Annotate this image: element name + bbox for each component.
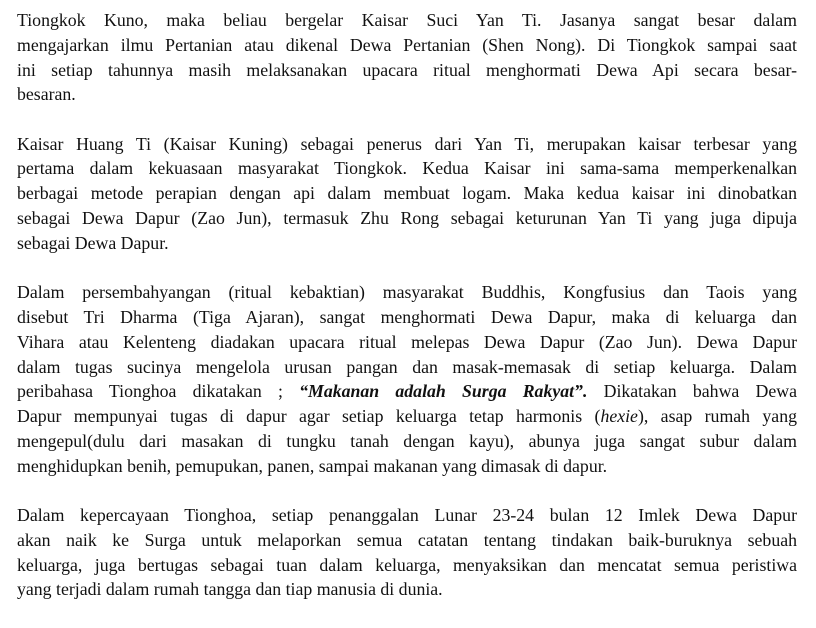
text-line: Kaisar Huang Ti (Kaisar Kuning) sebagai penerus dari Yan Ti, merupakan kaisar terbesar yang: [17, 133, 797, 154]
text-line: dalam tugas sucinya mengelola urusan pangan dan masak-memasak di setiap keluarga. Dalam: [17, 356, 797, 377]
text-line: Tiongkok Kuno, maka beliau bergelar Kaisar Suci Yan Ti. Jasanya sangat besar dalam: [17, 10, 797, 30]
text-line: Dalam kepercayaan Tionghoa, setiap penanggalan Lunar 23-24 bulan 12 Imlek Dewa Dapur: [17, 505, 797, 526]
text-segment: peribahasa Tionghoa dikatakan ;: [17, 381, 300, 402]
text-line: mengajarkan ilmu Pertanian atau dikenal Dewa Pertanian (Shen Nong). Di Tiongkok sampai saat: [17, 34, 797, 55]
text-line: besaran.: [17, 84, 76, 105]
text-line: yang terjadi dalam rumah tangga dan tiap manusia di dunia.: [17, 579, 443, 600]
text-segment: ), asap rumah yang: [637, 406, 797, 427]
paragraph-4: [17, 503, 797, 602]
text-line: [17, 379, 797, 404]
proverb-quote: “Makanan adalah Surga Rakyat”.: [299, 381, 588, 402]
text-line: mengepul(dulu dari masakan di tungku tanah dengan kayu), abunya juga sangat subur dalam: [17, 430, 797, 451]
text-line: pertama dalam kekuasaan masyarakat Tiongkok. Kedua Kaisar ini sama-sama memperkenalkan: [17, 158, 797, 179]
document-body: [17, 8, 797, 627]
text-line: akan naik ke Surga untuk melaporkan semua catatan tentang tindakan baik-buruknya sebuah: [17, 529, 797, 550]
text-line: keluarga, juga bertugas sebagai tuan dalam keluarga, menyaksikan dan mencatat semua peristiwa: [17, 554, 797, 575]
text-segment: Dapur mempunyai tugas di dapur agar setiap keluarga tetap harmonis (: [17, 406, 601, 427]
text-line: sebagai Dewa Dapur (Zao Jun), termasuk Zhu Rong sebagai keturunan Yan Ti yang juga dipuja: [17, 208, 797, 229]
text-line: Vihara atau Kelenteng diadakan upacara ritual melepas Dewa Dapur (Zao Jun). Dewa Dapur: [17, 331, 797, 352]
paragraph-1: [17, 8, 797, 107]
text-line: disebut Tri Dharma (Tiga Ajaran), sangat menghormati Dewa Dapur, maka di keluarga dan: [17, 306, 797, 327]
paragraph-3: [17, 280, 797, 478]
italic-term: hexie: [600, 406, 638, 427]
text-line: Dalam persembahyangan (ritual kebaktian) masyarakat Buddhis, Kongfusius dan Taois yang: [17, 282, 797, 303]
text-line: [17, 404, 797, 429]
text-segment: Dikatakan bahwa Dewa: [587, 381, 797, 402]
paragraph-2: [17, 132, 797, 256]
text-line: ini setiap tahunnya masih melaksanakan upacara ritual menghormati Dewa Api secara besar-: [17, 59, 797, 80]
text-line: menghidupkan benih, pemupukan, panen, sampai makanan yang dimasak di dapur.: [17, 455, 608, 476]
text-line: sebagai Dewa Dapur.: [17, 232, 169, 253]
text-line: berbagai metode perapian dengan api dalam membuat logam. Maka kedua kaisar ini dinobatkan: [17, 183, 797, 204]
